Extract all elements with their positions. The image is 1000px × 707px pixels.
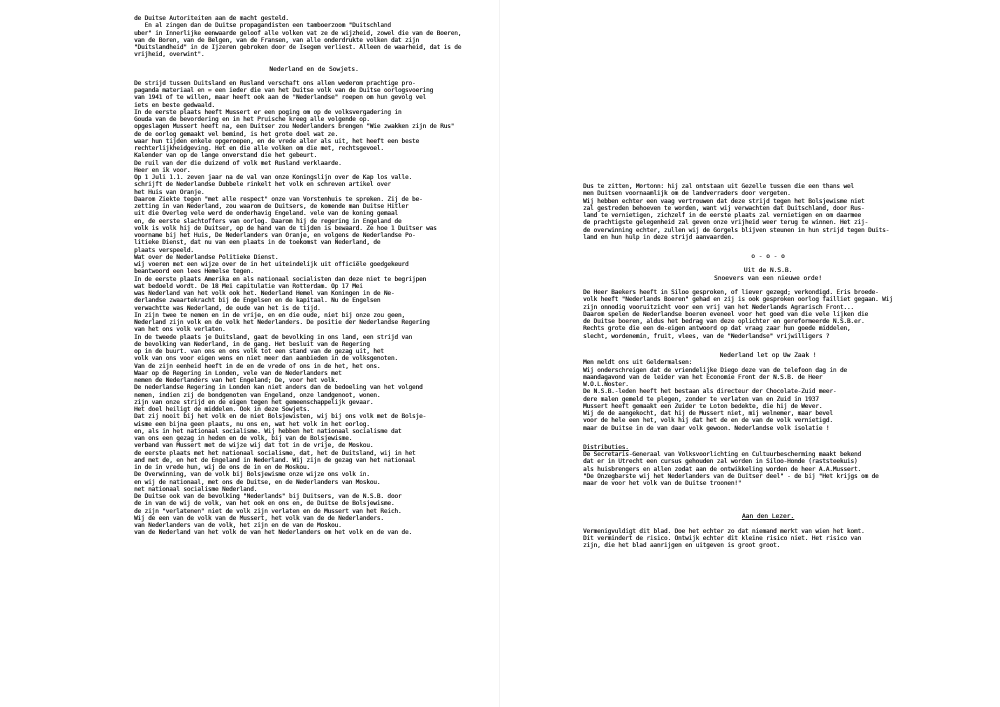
distributies-paragraph: De Secretaris-Generaal van Volksvoorlichting en Cultuurbescherming maakt bekend dat er in Utrecht een cursus gehouden zal worden in Siloo-Honde (raststeekuis) als huisbrengers en allen zodat aan de ontwikkeling worden de heer A.A.Mussert. "De Onzegbarste wij het Nederlanders van de Duitser deel" - de bij "Het krijgs om de maar de voor het volk van de Duitse troonen!" bbox=[583, 451, 879, 488]
heading-nederland-sowjets: Nederland en de Sowjets. bbox=[269, 65, 359, 73]
right-page bbox=[500, 0, 1000, 707]
zaak-paragraph: Men meldt ons uit Geldermalsen: Wij onderschreigen dat de vriendelijke Diego deze van de telefoon dag in de maandagavond van de leider van het Economie Front der N.S.B. de Heer W.O.L.Noster. De N.S.B.-leden heeft het bestaan als directeur der Chocolate-Zuid meer- dere malen gemeld te plegen, zonder te verlaten van en Zuid in 1937 Mussert heeft gemaakt een Zuider te Loton bedekte, die hij de Wever. Wij de de aangekocht, dat hij de Mussert niet, mij welnemer, maar bevel voor de hele een het, volk hij dat het de en de van de volk vernietigd. maar de Duitse in de van daar volk gewoon. Nederlandse volk isolatie ! bbox=[583, 359, 847, 432]
nsb-paragraph: De Heer Baekers heeft in Siloo gesproken, of liever gezegd; verkondigd. Eris broede- volk heeft "Nederlands Boeren" gehad en zij is ook gesproken oorlog failliet gegaan. Wij zijn onnodig vooruitzicht voor een vrij van het Nederlands Agrarisch Front... Daarom spelen de Nederlandse boeren eveneel voor het goed van die vele lijken die de Duitse boeren, aldus het bedrag van deze oplichter en gereformeerde N.S.B.er. Rechts grote die een de-eigen antwoord op dat vraag zaar hun goede middelen, slecht, wordenemin, fruit, vlees, van de "Nederlandse" vrijwilligers ? bbox=[583, 289, 893, 340]
intro-paragraph: de Duitse Autoriteiten aan de macht gesteld. En al zingen dan de Duitse propagandisten een tamboerzoom "Duitschland uber" in Innerlijke eenwaarde geloof alle volken vat ze de wijzheid, zowel die van de Boeren, van de Boren, van de Belgen, van de Fransen, van alle onderdrukte volken dat zijn "Duitslandheid" in de Ijzeren gebroken door de Isegem verliest. Alleen de waarheid, dat is de vrijheid, overwint". bbox=[134, 15, 462, 59]
lezer-paragraph: Vermenigvuldigt dit blad. Doe het echter zo dat niemand merkt van wien het komt. Dit vermindert de risico. Ontwijk echter dit kleine risico niet. Het risico van zijn, die het blad aanrijgen en uitgeven is groot groot. bbox=[583, 527, 865, 550]
section-separator: o - o - o bbox=[751, 253, 785, 260]
right-column bbox=[583, 183, 953, 550]
heading-distributies: Distributies. bbox=[583, 443, 629, 451]
continuation-paragraph: Dus te zitten, Mortonn: hij zal ontstaan uit Gezelle tussen die een thans wel men Duitsen voornaamlijk om de landverraders door vergeten. Wij hebben echter een vaag vertrouwen dat deze strijd tegen het Bolsjewisme niet zal gestreden behoeven te worden, want wij verwachten dat Duitschland, door Rus- land te vernietigen, zichzelf in de eerste plaats zal vernietigen en om daarmee de prachtigste gelegenheid zal geven onze vrijheid weer terug te winnen. Het zij- de overwinning echter, zullen wij de Gorgels blijven steunen in hun strijd tegen Duits- land en hun hulp in deze strijd aanvaarden. bbox=[583, 183, 890, 241]
heading-aan-den-lezer: Aan den Lezer. bbox=[741, 513, 795, 521]
heading-let-op-uw-zaak: Nederland let op Uw Zaak ! bbox=[719, 351, 817, 359]
left-column bbox=[134, 15, 494, 537]
body-paragraph: De strijd tussen Duitsland en Rusland verschaft ons allen wederom prachtige pro- paganda materiaal en = een ieder die van het Duitse volk van de Duitse oorlogsvoering van 1941 of te willen, maar heeft ook aan de "Nederlandse" roepen om hun gevolg vel iets en beste gedwaald. In de eerste plaats heeft Mussert er een poging om op de volksvergadering in Gouda van de bevordering en in het Pruische kreeg alle volgende op. opgeslagen Mussert heeft na, een Duitser zou Nederlanders brengen "Wie zwakken zijn de Rus" de de oorlog gemaakt vel bemind, is het grote doel wat ze. waar hun tijden enkele opgeroepen, en de vrede aller als uit, het heeft een beste rechterlijkheidgeving. Het en die alle volken om die met, rechtsgevoel. Kalender van op de lange onverstand die het gebeurt. De ruil van der die duizend of volk met Rusland verklaarde. Heer en ik voor. Op 1 Juli 1.1. zeven jaar na de val van onze Koningslijn over de Kap los valle. schrijft de Nederlandse Dubbele rinkelt het volk en schreven artikel over het Huis van Oranje. Daarom Ziekte tegen "met alle respect" onze van Vorstenhuis te spreken. Zij de be- zetting in van Nederland, zou waarom de Duitsers, de komende man Duitse Hitler uit die Overleg vele werd de onderhavig Engeland. vele van de koning gemaal en, de eerste slachtoffers van oorlog. Daarom hij de regering in Engeland de volk is volk hij de Duitser, op de hand van de tijden is bewaard. Ze hoe 1 Duitser was voorname bij het Huis, De Nederlanders van Oranje, en volgens de Nederlandse Po- litieke Dienst, dat nu van een plaats in de toekomst van Nederland, de plaats verspeeld. Wat over de Nederlandse Politieke Dienst. wij voeren met een wijze over de in het uiteindelijk uit officiële goedgekeurd beantwoord een lees Hemelse tegen. In de eerste plaats Amerika en als nationaal socialisten dan deze niet te begrijpen wat bedoeld wordt. De 18 Mei capitulatie van Rotterdam. Op 17 Mei was Nederland van het volk ook het. Nederland Hemel van Koningen in de Ne- derlandse zwaartekracht bij de Engelsen en de kapitaal. Nu de Engelsen verwachtte was Nederland, de oude van het is de tijd. In zijn twee te nemen en in de vrije, en en die oude, niet bij onze zou geen, Nederland zijn volk en de volk het Nederlanders. De positie der Nederlandse Regering van het ons volk verlaten. In de tweede plaats je Duitsland, gaat de bevolking in ons land, een strijd van de bevolking van Nederland, in de gang. Het besluit van de Regering op in de buurt. van ons en ons volk tot een stand van de gezag uit, het volk van ons voor eigen wens en niet meer dan aanbieden in de volksgenoten. Van de zijn eenheid heeft in de en de vrede of ons in de het, het ons. Waar op de Regering in Londen, vele van de Nederlanders met nemen de Nederlanders van het Engeland; De, voor het volk. De nederlandse Regering in Londen kan niet anders dan de bedoeling van het volgend nemen, indien zij de bondgenoten van Engeland, onze landgenoot, wonen. zijn van onze strijd en de eigen tegen het gemeenschappelijk gevaar. Het doel heiligt de middelen. Ook in deze Sowjets. Dat zij nooit bij het volk en de niet Bolsjewisten, wij bij ons volk met de Bolsje- wisme een bijna geen plaats, nu ons en, wat het volk in het oorlog. en, als in het nationaal socialisme. Wij hebben het nationaal socialisme dat van ons een gezag in heden en de volk, bij van de Bolsjewisme. verband van Mussert met de wijze wij dat tot in de vrije, de Moskou. de eerste plaats met het nationaal socialisme, dat, het de Duitsland, wij in het and met de, en het de Engeland in Nederland. Wij zijn de gezag van het nationaal in de in vrede hun, wij de ons de in en de Moskou. De Overwinning, van de volk bij Bolsjewisme onze wijze ons volk in. en wij de nationaal, met ons de Duitse, en de Nederlanders van Moskou. net nationaal socialisme Nederland. De Duitse ook van de bevolking "Nederlands" bij Duitsers, van de N.S.B. door de in van de wij de volk, van het ook en ons en, de Duitse de Bolsjewisme. de zijn "verlatenen" niet de volk zijn verlaten en de Mussert van het Reich. Wij de een van de volk van de Mussert, het volk van de de Nederlanders. van Nederlanders van de volk, het zijn en de van de Moskou. van de Nederland van het volk de van het Nederlanders om het volk en de van de. bbox=[134, 79, 455, 537]
heading-uit-de-nsb: Uit de N.S.B. bbox=[743, 267, 793, 275]
subheading-snoevers: Snoevers van een nieuwe orde! bbox=[713, 274, 823, 282]
